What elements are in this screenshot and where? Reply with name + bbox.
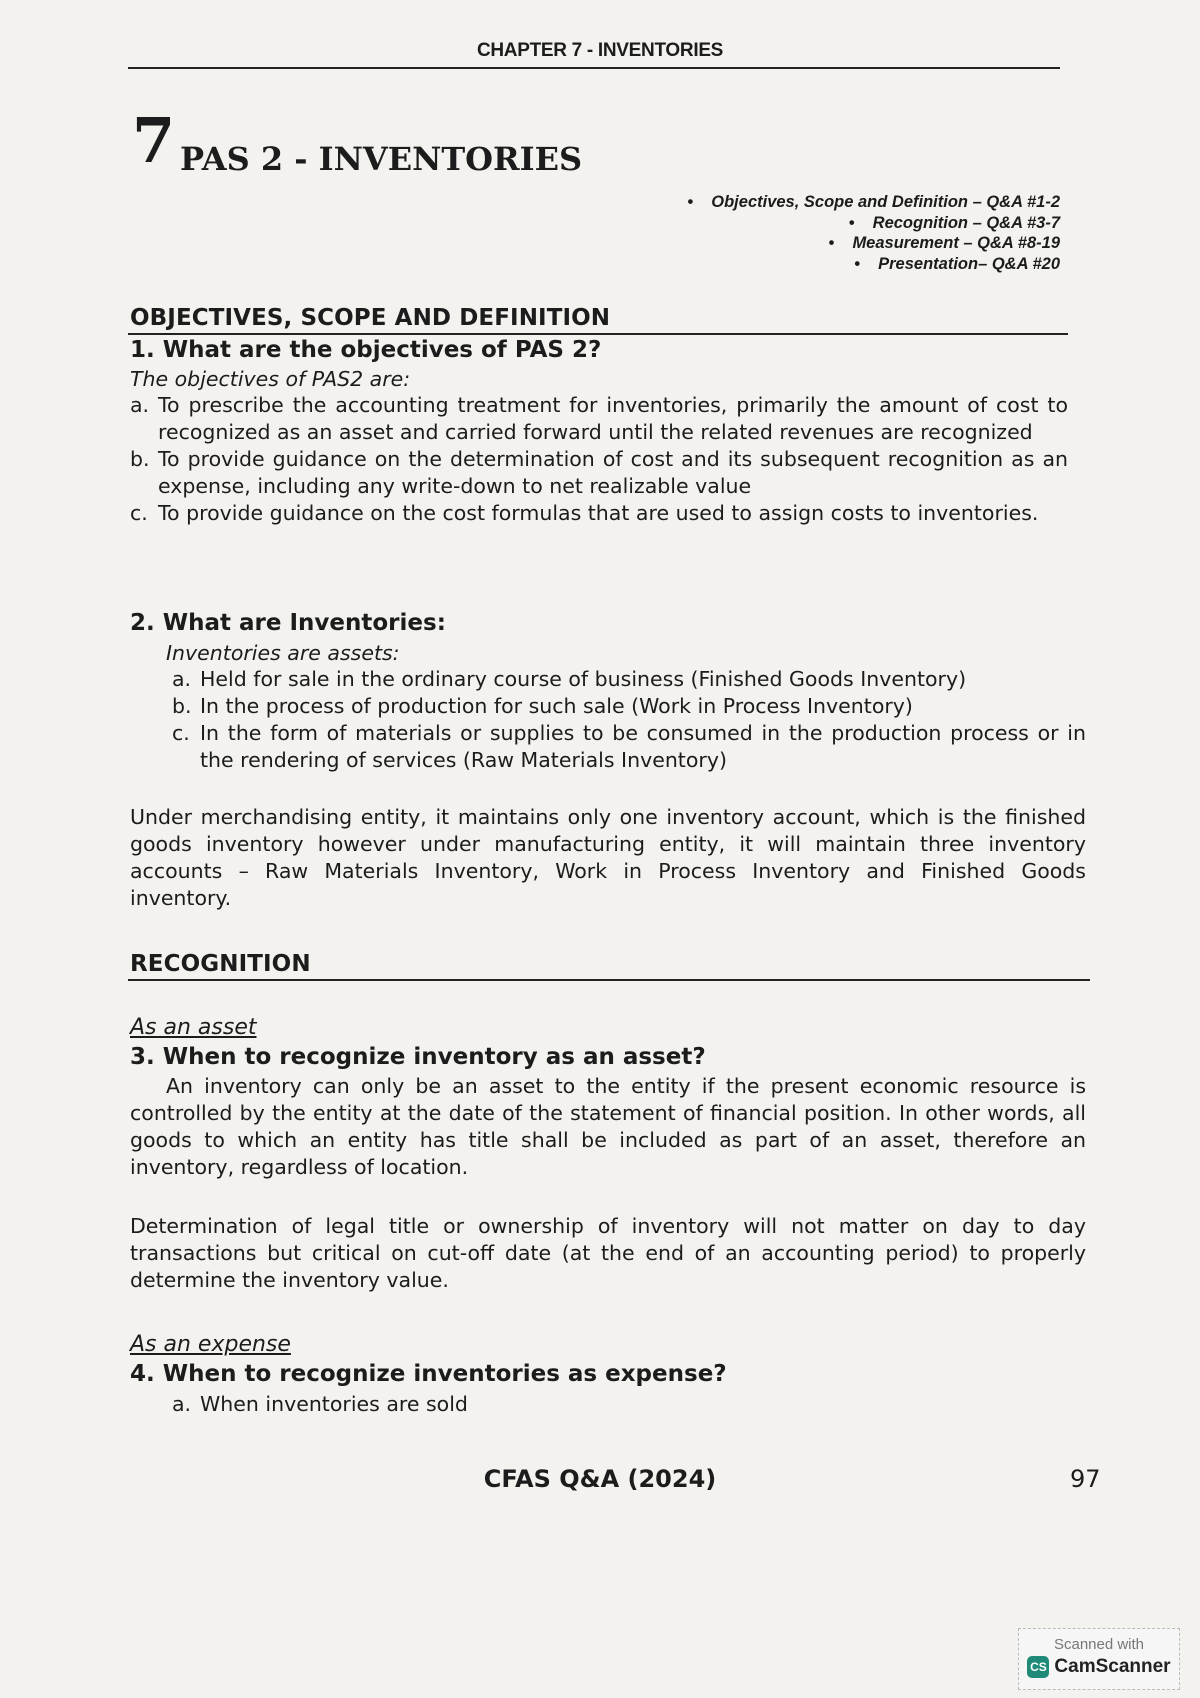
bullet-icon: •	[828, 234, 835, 252]
chapter-contents	[460, 192, 1060, 274]
question-3-title: 3. When to recognize inventory as an asset?	[130, 1044, 706, 1070]
watermark-brand: CamScanner	[1054, 1656, 1171, 1677]
question-1-list	[130, 392, 1068, 527]
subheading-as-an-asset: As an asset	[130, 1015, 257, 1040]
list-item: a. When inventories are sold	[172, 1392, 468, 1416]
camscanner-logo-icon: CS	[1027, 1656, 1049, 1678]
footer-book-title: CFAS Q&A (2024)	[483, 1465, 717, 1493]
question-4-list	[172, 1391, 1086, 1418]
camscanner-watermark	[1018, 1628, 1180, 1690]
header-rule	[128, 67, 1060, 69]
toc-item: • Recognition – Q&A #3-7	[848, 213, 1060, 232]
question-2-title: 2. What are Inventories:	[130, 610, 446, 636]
watermark-caption: Scanned with	[1053, 1636, 1145, 1653]
section-heading-objectives: OBJECTIVES, SCOPE AND DEFINITION	[130, 305, 611, 331]
section-heading-recognition: RECOGNITION	[130, 951, 311, 977]
question-2-list	[172, 666, 1086, 774]
section-rule	[128, 333, 1068, 335]
toc-item: • Objectives, Scope and Definition – Q&A #1-2	[687, 193, 1060, 211]
subheading-as-an-expense: As an expense	[130, 1332, 291, 1357]
question-2-intro: Inventories are assets:	[166, 641, 400, 665]
question-3-paragraph-1: An inventory can only be an asset to the entity if the present economic resource is controlled by the entity at the date of the statement of financial position. In other words, all goods to which an entity has title shall be included as part of an asset, therefore an inventory, regardless of location.	[130, 1074, 1086, 1179]
question-1-intro: The objectives of PAS2 are:	[130, 367, 411, 391]
list-item: c. To provide guidance on the cost formulas that are used to assign costs to inventories.	[130, 501, 1039, 525]
bullet-icon: •	[687, 193, 694, 211]
list-item: c. In the form of materials or supplies to be consumed in the production process or in the rendering of services (Raw Materials Inventory)	[172, 721, 1086, 772]
question-4-title: 4. When to recognize inventories as expense?	[130, 1361, 727, 1387]
bullet-icon: •	[848, 213, 855, 232]
list-item: b. To provide guidance on the determination of cost and its subsequent recognition as an expense, including any write-down to net realizable value	[130, 447, 1068, 498]
section-rule	[128, 979, 1090, 981]
list-item: a. Held for sale in the ordinary course of business (Finished Goods Inventory)	[172, 667, 967, 691]
toc-item: • Measurement – Q&A #8-19	[828, 234, 1060, 252]
inventory-accounts-paragraph: Under merchandising entity, it maintains only one inventory account, which is the finished goods inventory however under manufacturing entity, it will maintain three inventory accounts – Raw Materials Inventory, Work in Process Inventory and Finished Goods inventory.	[130, 805, 1086, 910]
running-header: CHAPTER 7 - INVENTORIES	[476, 40, 724, 61]
toc-item: • Presentation– Q&A #20	[854, 254, 1060, 273]
list-item: b. In the process of production for such sale (Work in Process Inventory)	[172, 694, 913, 718]
page-number: 97	[1070, 1465, 1101, 1493]
chapter-number: 7	[132, 104, 176, 177]
chapter-title: PAS 2 - INVENTORIES	[180, 140, 583, 178]
question-3-paragraph-2: Determination of legal title or ownership of inventory will not matter on day to day transactions but critical on cut-off date (at the end of an accounting period) to properly determine the inventory value.	[130, 1214, 1086, 1292]
list-item: a. To prescribe the accounting treatment for inventories, primarily the amount of cost to recognized as an asset and carried forward until the related revenues are recognized	[130, 393, 1068, 444]
bullet-icon: •	[854, 254, 861, 273]
question-1-title: 1. What are the objectives of PAS 2?	[130, 337, 602, 363]
